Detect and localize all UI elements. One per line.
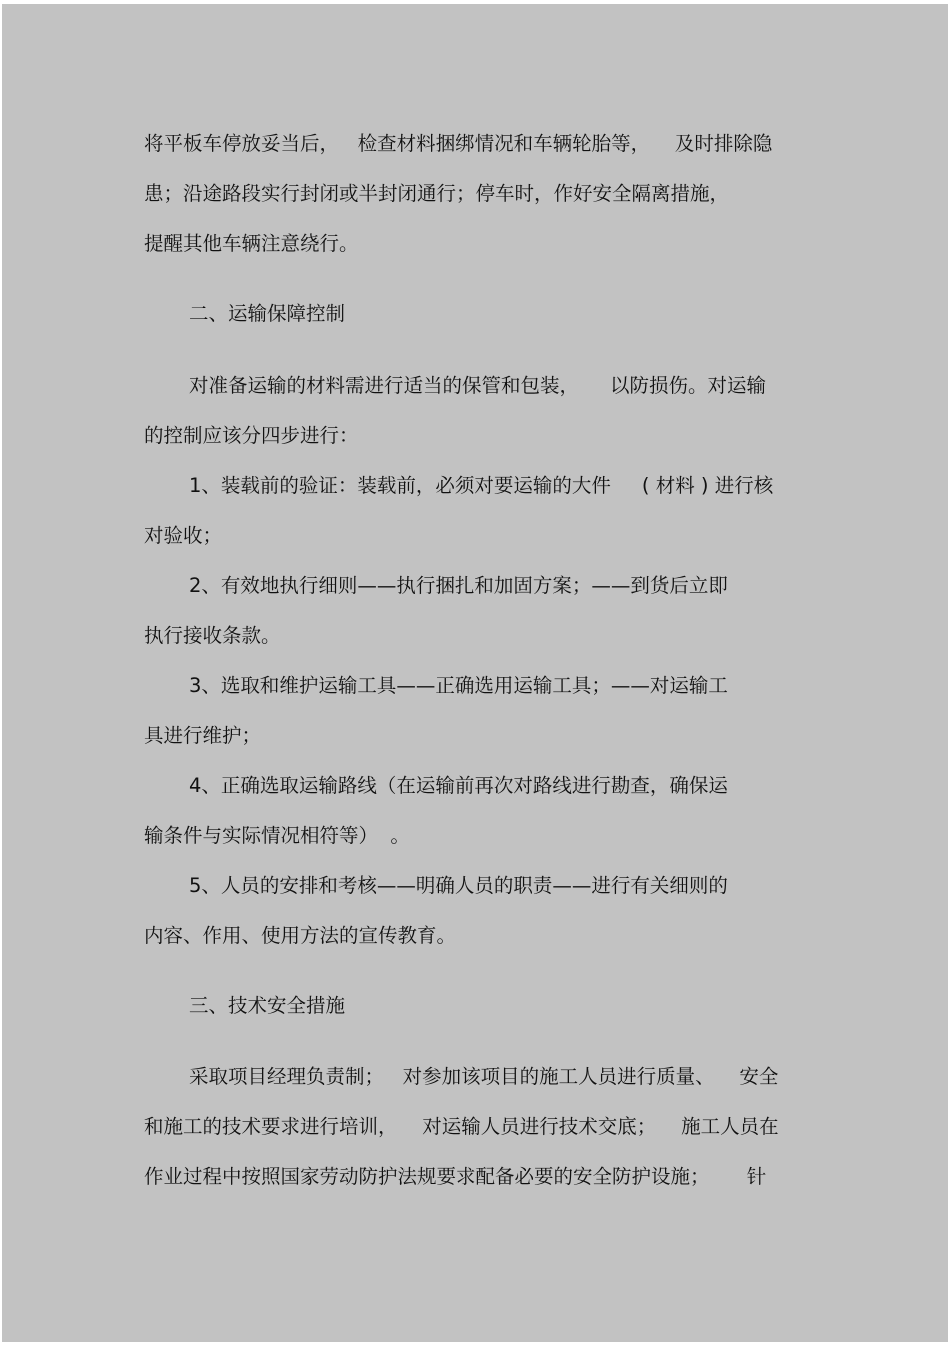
section-heading-safety-measures: 三、技术安全措施 [189, 994, 346, 1017]
paragraph-line: 作业过程中按照国家劳动防护法规要求配备必要的安全防护设施； 针 [144, 1165, 767, 1188]
list-item-3-continuation: 具进行维护； [144, 724, 262, 747]
paragraph-line: 采取项目经理负责制； 对参加该项目的施工人员进行质量、 安全 [189, 1065, 779, 1088]
list-item-2: 2、有效地执行细则——执行捆扎和加固方案；——到货后立即 [189, 574, 728, 597]
paragraph-line: 的控制应该分四步进行： [144, 424, 359, 447]
paragraph-line: 患；沿途路段实行封闭或半封闭通行；停车时，作好安全隔离措施， [144, 182, 730, 205]
document-page [2, 4, 948, 1342]
section-heading-transport-control: 二、运输保障控制 [189, 302, 346, 325]
list-item-5: 5、人员的安排和考核——明确人员的职责——进行有关细则的 [189, 874, 728, 897]
list-item-4: 4、正确选取运输路线（在运输前再次对路线进行勘查，确保运 [189, 774, 728, 797]
paragraph-line: 对准备运输的材料需进行适当的保管和包装， 以防损伤。对运输 [189, 374, 766, 397]
paragraph-line: 提醒其他车辆注意绕行。 [144, 232, 359, 255]
list-item-2-continuation: 执行接收条款。 [144, 624, 281, 647]
list-item-4-continuation: 输条件与实际情况相符等） 。 [144, 824, 410, 847]
paragraph-line: 将平板车停放妥当后， 检查材料捆绑情况和车辆轮胎等， 及时排除隐 [144, 132, 773, 155]
list-item-3: 3、选取和维护运输工具——正确选用运输工具；——对运输工 [189, 674, 728, 697]
list-item-1-continuation: 对验收； [144, 524, 223, 547]
paragraph-line: 和施工的技术要求进行培训， 对运输人员进行技术交底； 施工人员在 [144, 1115, 779, 1138]
list-item-5-continuation: 内容、作用、使用方法的宣传教育。 [144, 924, 457, 947]
list-item-1: 1、装载前的验证：装载前，必须对要运输的大件 ( 材料 ) 进行核 [189, 474, 774, 497]
